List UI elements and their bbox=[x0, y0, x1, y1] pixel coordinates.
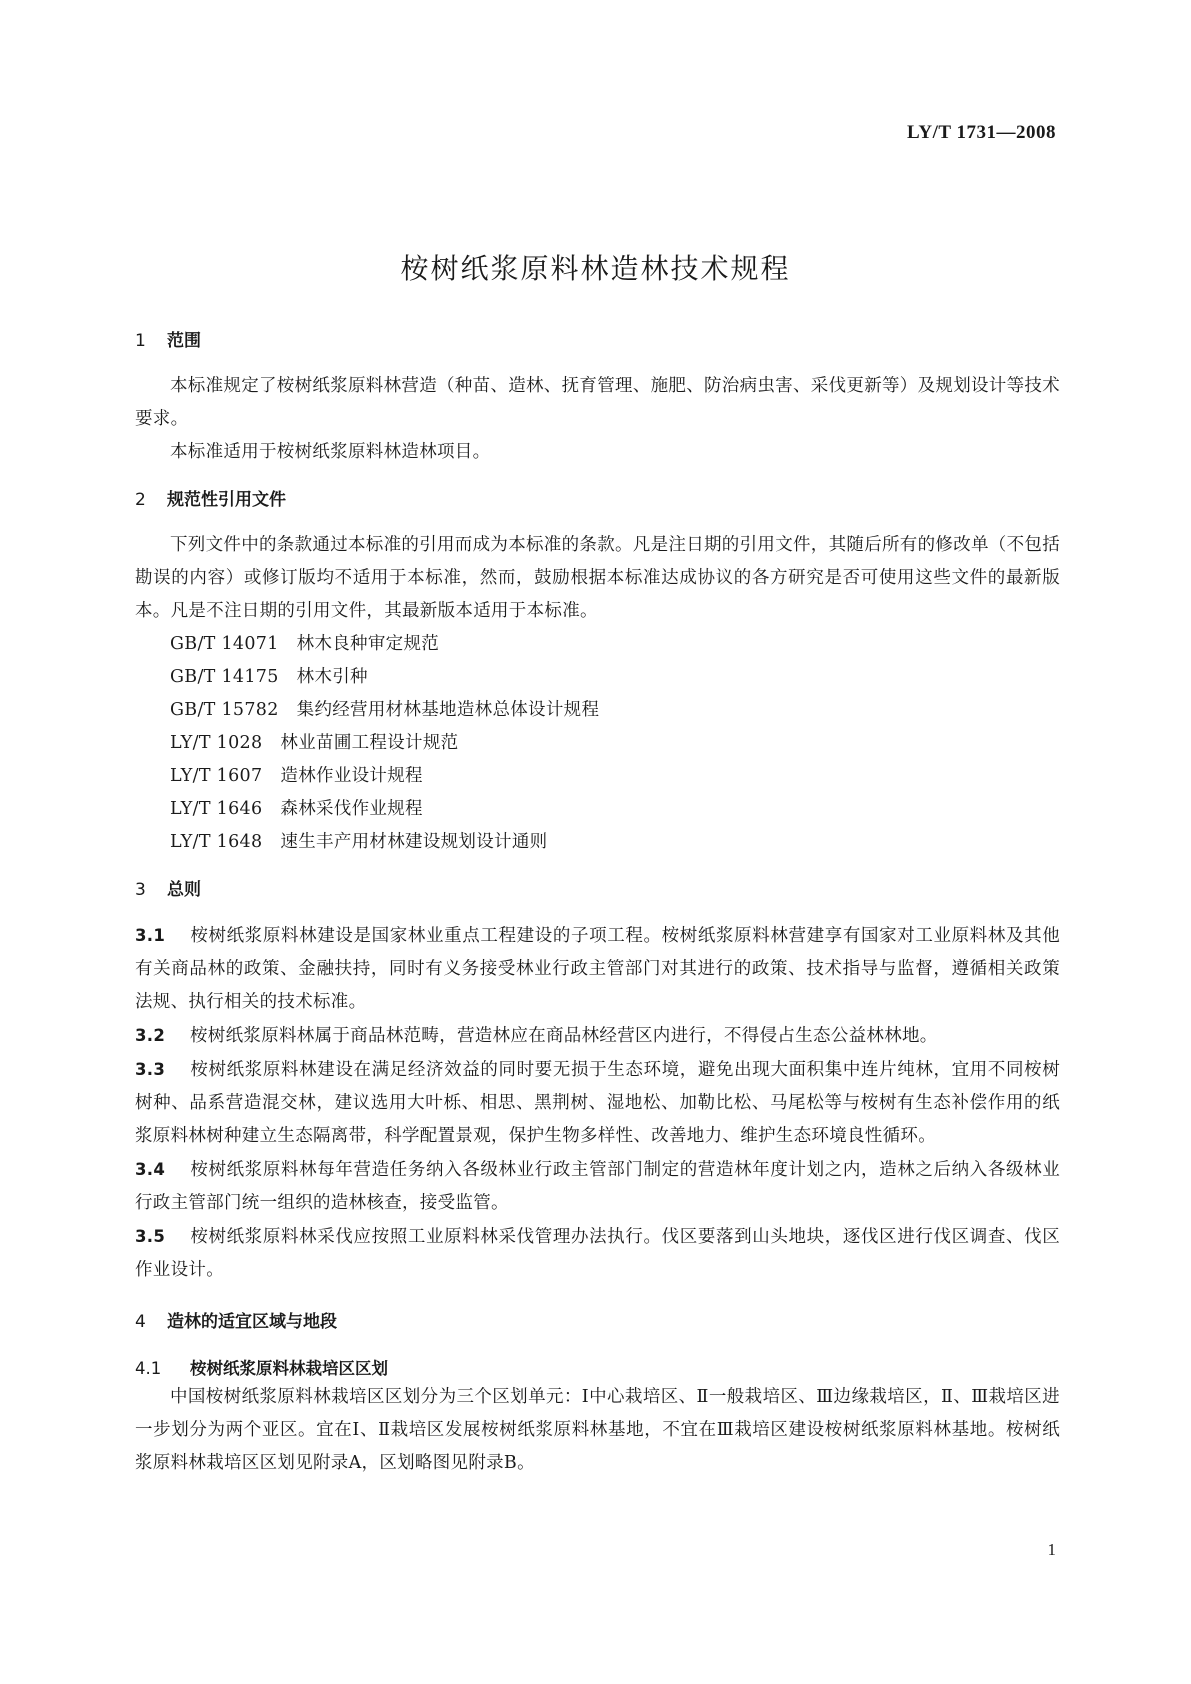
paragraph: 中国桉树纸浆原料林栽培区区划分为三个区划单元：Ⅰ中心栽培区、Ⅱ一般栽培区、Ⅲ边缘栽培区，Ⅱ、Ⅲ栽培区进一步划分为两个亚区。宜在Ⅰ、Ⅱ栽培区发展桉树纸浆原料林基地，不宜在Ⅲ栽培区建设桉树纸浆原料林基地。桉树纸浆原料林栽培区区划见附录A，区划略图见附录B。 bbox=[135, 1387, 1060, 1473]
document-title: 桉树纸浆原料林造林技术规程 bbox=[400, 251, 791, 285]
clause-text: 桉树纸浆原料林每年营造任务纳入各级林业行政主管部门制定的营造林年度计划之内，造林之后纳入各级林业行政主管部门统一组织的造林核查，接受监管。 bbox=[135, 1160, 1060, 1213]
clause-text: 桉树纸浆原料林建设是国家林业重点工程建设的子项工程。桉树纸浆原料林营建享有国家对工业原料林及其他有关商品林的政策、金融扶持，同时有义务接受林业行政主管部门对其进行的政策、技术指导与监督，遵循相关政策法规、执行相关的技术标准。 bbox=[135, 926, 1060, 1012]
reference-item bbox=[135, 661, 1060, 694]
reference-code: GB/T 14175 bbox=[170, 667, 279, 687]
clause-number: 3.4 bbox=[135, 1160, 166, 1179]
document-body bbox=[135, 330, 1060, 1480]
section-number: 3 bbox=[135, 880, 146, 900]
reference-code: LY/T 1028 bbox=[170, 733, 263, 753]
reference-name: 林业苗圃工程设计规范 bbox=[280, 733, 459, 753]
standard-number: LY/T 1731—2008 bbox=[906, 122, 1056, 143]
clause bbox=[135, 1153, 1060, 1220]
reference-item bbox=[135, 826, 1060, 859]
reference-code: LY/T 1648 bbox=[170, 832, 263, 852]
reference-code: GB/T 14071 bbox=[170, 634, 279, 654]
paragraph: 本标准规定了桉树纸浆原料林营造（种苗、造林、抚育管理、施肥、防治病虫害、采伐更新等）及规划设计等技术要求。 bbox=[135, 376, 1060, 429]
reference-name: 林木引种 bbox=[296, 667, 368, 687]
reference-name: 林木良种审定规范 bbox=[296, 634, 440, 654]
reference-item bbox=[135, 760, 1060, 793]
clause bbox=[135, 1053, 1060, 1153]
clause-number: 3.2 bbox=[135, 1026, 166, 1045]
section-3-heading bbox=[135, 879, 1060, 901]
reference-name: 造林作业设计规程 bbox=[280, 766, 423, 786]
clause-text: 桉树纸浆原料林采伐应按照工业原料林采伐管理办法执行。伐区要落到山头地块，逐伐区进行伐区调查、伐区作业设计。 bbox=[135, 1227, 1060, 1280]
page-number: 1 bbox=[1047, 1540, 1056, 1559]
clause-text: 桉树纸浆原料林属于商品林范畴，营造林应在商品林经营区内进行，不得侵占生态公益林林地。 bbox=[190, 1026, 938, 1046]
subsection-4-1-heading bbox=[135, 1357, 1060, 1381]
reference-code: LY/T 1607 bbox=[170, 766, 263, 786]
clause bbox=[135, 1220, 1060, 1287]
subsection-title: 桉树纸浆原料林栽培区区划 bbox=[190, 1359, 388, 1378]
clause bbox=[135, 919, 1060, 1019]
reference-item bbox=[135, 694, 1060, 727]
reference-item bbox=[135, 793, 1060, 826]
section-2-heading bbox=[135, 489, 1060, 511]
section-title: 造林的适宜区域与地段 bbox=[167, 1312, 337, 1332]
reference-item bbox=[135, 727, 1060, 760]
reference-item bbox=[135, 628, 1060, 661]
section-title: 规范性引用文件 bbox=[167, 490, 286, 510]
clause-number: 3.5 bbox=[135, 1227, 166, 1246]
paragraph: 本标准适用于桉树纸浆原料林造林项目。 bbox=[170, 442, 491, 462]
reference-name: 速生丰产用材林建设规划设计通则 bbox=[280, 832, 548, 852]
section-1-heading bbox=[135, 330, 1060, 352]
subsection-number: 4.1 bbox=[135, 1359, 162, 1378]
clause bbox=[135, 1019, 1060, 1053]
reference-name: 森林采伐作业规程 bbox=[280, 799, 423, 819]
reference-code: LY/T 1646 bbox=[170, 799, 263, 819]
paragraph: 下列文件中的条款通过本标准的引用而成为本标准的条款。凡是注日期的引用文件，其随后所有的修改单（不包括勘误的内容）或修订版均不适用于本标准，然而，鼓励根据本标准达成协议的各方研究是否可使用这些文件的最新版本。凡是不注日期的引用文件，其最新版本适用于本标准。 bbox=[135, 535, 1060, 621]
section-title: 总则 bbox=[167, 880, 201, 900]
clause-number: 3.1 bbox=[135, 926, 166, 945]
section-number: 2 bbox=[135, 490, 146, 510]
reference-code: GB/T 15782 bbox=[170, 700, 279, 720]
section-number: 4 bbox=[135, 1312, 146, 1332]
section-title: 范围 bbox=[167, 331, 201, 351]
clause-number: 3.3 bbox=[135, 1060, 166, 1079]
section-4-heading bbox=[135, 1311, 1060, 1333]
section-number: 1 bbox=[135, 331, 146, 351]
reference-name: 集约经营用材林基地造林总体设计规程 bbox=[296, 700, 600, 720]
clause-text: 桉树纸浆原料林建设在满足经济效益的同时要无损于生态环境，避免出现大面积集中连片纯林，宜用不同桉树树种、品系营造混交林，建议选用大叶栎、相思、黑荆树、湿地松、加勒比松、马尾松等与桉树有生态补偿作用的纸浆原料林树种建立生态隔离带，科学配置景观，保护生物多样性、改善地力、维护生态环境良性循环。 bbox=[135, 1060, 1060, 1146]
